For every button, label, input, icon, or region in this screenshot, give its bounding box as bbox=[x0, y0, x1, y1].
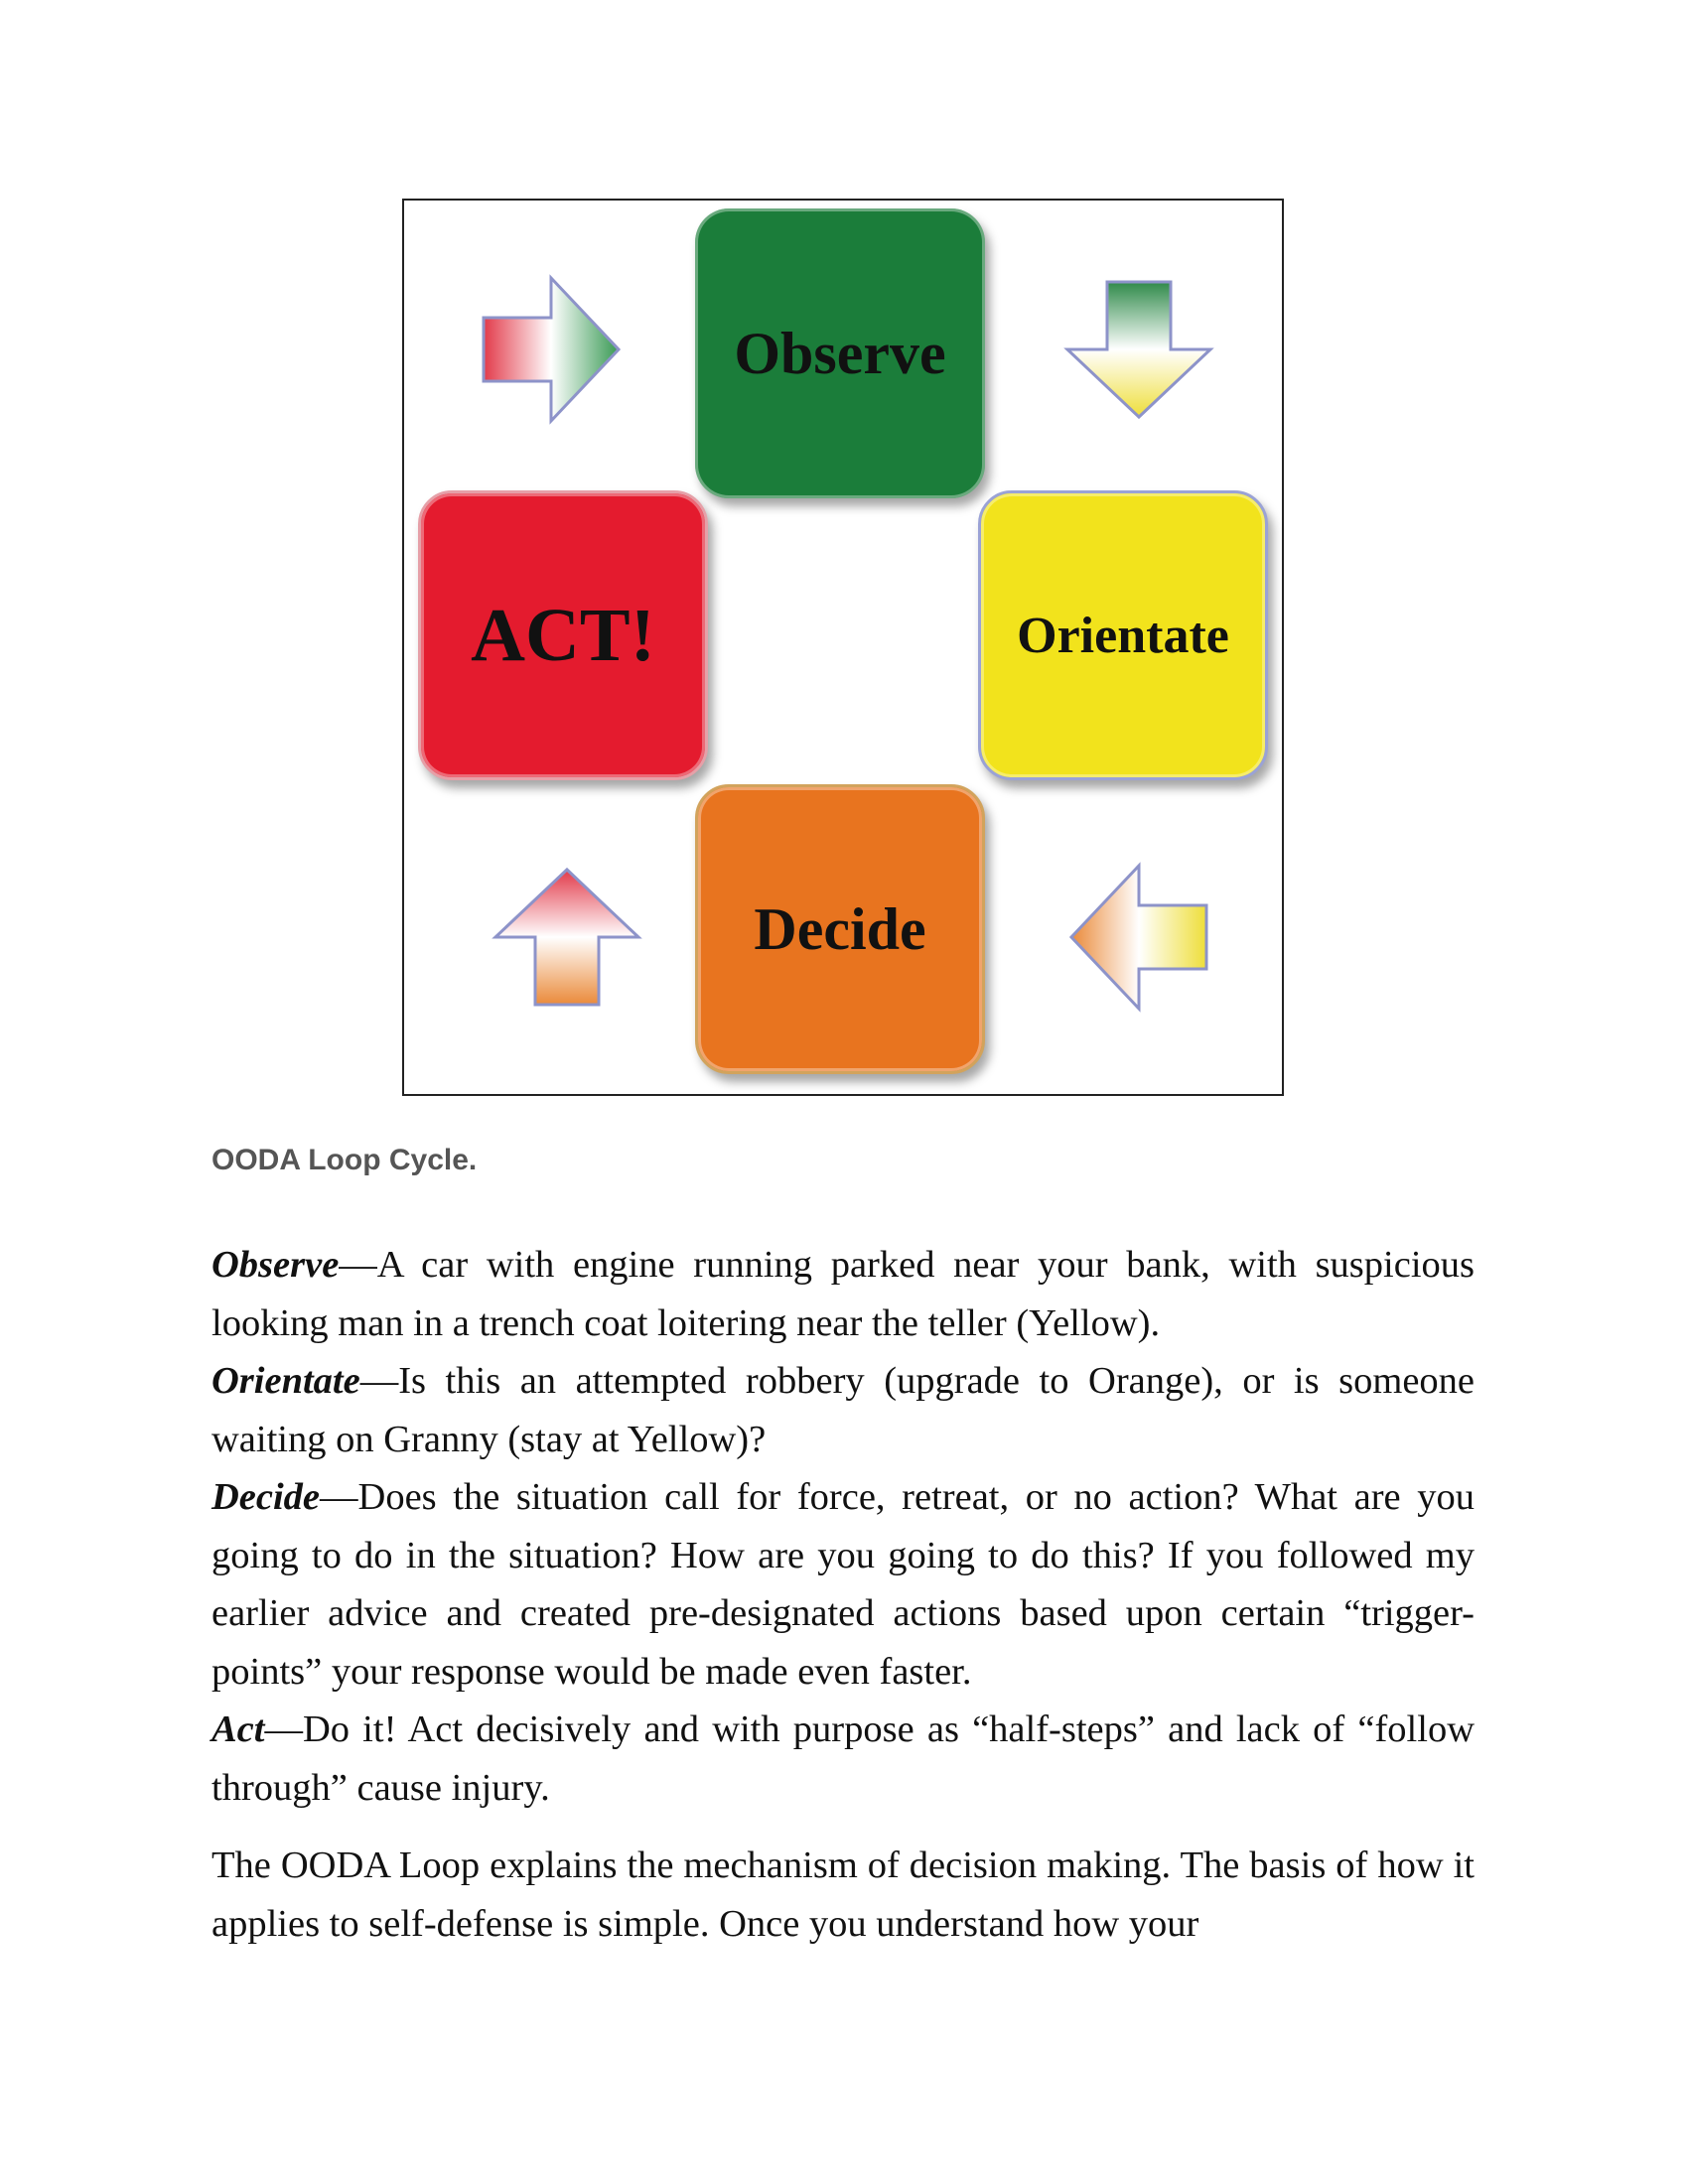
arrow-up-icon bbox=[488, 858, 646, 1017]
observe-label: Observe bbox=[734, 320, 946, 386]
arrow-left-icon bbox=[1059, 858, 1218, 1017]
definition-term: Orientate bbox=[211, 1360, 360, 1402]
decide-box bbox=[695, 784, 985, 1074]
observe-box bbox=[695, 208, 985, 498]
act-label: ACT! bbox=[471, 593, 655, 677]
definition-text: —Is this an attempted robbery (upgrade to Orange), or is someone waiting on Granny (stay at Yellow)? bbox=[211, 1360, 1475, 1460]
definition-term: Observe bbox=[211, 1244, 340, 1286]
body-paragraph: The OODA Loop explains the mechanism of decision making. The basis of how it applies to self-defense is simple. Once you understand how your bbox=[211, 1844, 1475, 1945]
orientate-box bbox=[978, 490, 1268, 780]
body-text bbox=[211, 1236, 1475, 1953]
definition-text: —Does the situation call for force, retreat, or no action? What are you going to do in the situation? How are you going to do this? If you followed my earlier advice and created pre-designated actions based upon certain “trigger-points” your response would be made even faster. bbox=[211, 1476, 1475, 1693]
definition-observe bbox=[211, 1236, 1475, 1352]
orientate-label: Orientate bbox=[1017, 607, 1229, 664]
definition-text: —Do it! Act decisively and with purpose as “half-steps” and lack of “follow through” cause injury. bbox=[211, 1708, 1475, 1809]
decide-label: Decide bbox=[754, 895, 926, 962]
arrow-right-icon bbox=[472, 270, 631, 429]
ooda-diagram bbox=[402, 199, 1284, 1096]
definition-text: —A car with engine running parked near your bank, with suspicious looking man in a trench coat loitering near the teller (Yellow). bbox=[211, 1244, 1475, 1344]
figure-caption: OODA Loop Cycle. bbox=[211, 1144, 478, 1176]
arrow-down-icon bbox=[1059, 270, 1218, 429]
definition-orientate bbox=[211, 1352, 1475, 1468]
definition-act bbox=[211, 1701, 1475, 1817]
definition-decide bbox=[211, 1468, 1475, 1701]
definition-term: Decide bbox=[211, 1476, 321, 1518]
definition-term: Act bbox=[211, 1708, 265, 1750]
act-box bbox=[418, 490, 708, 780]
